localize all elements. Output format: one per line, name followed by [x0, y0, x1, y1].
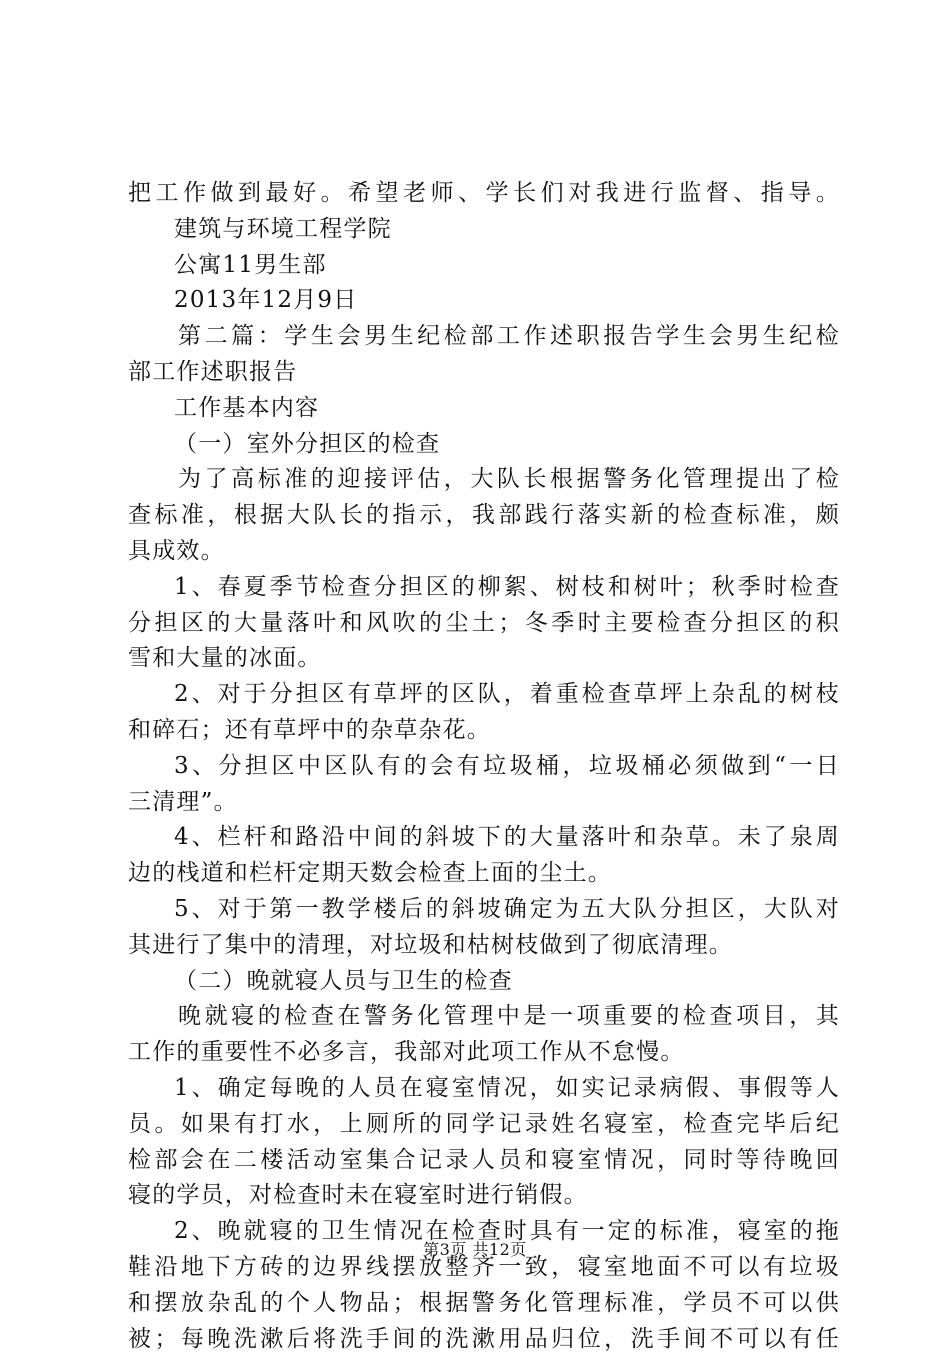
text-line: 和摆放杂乱的个人物品；根据警务化管理标准，学员不可以供 — [128, 1286, 840, 1322]
subheading: 工作基本内容 — [128, 391, 840, 427]
text-line: 三清理”。 — [128, 785, 840, 821]
text-line: 具成效。 — [128, 534, 840, 570]
page-number-footer: 第3页 共12页 — [0, 1240, 950, 1260]
text-line: 分担区的大量落叶和风吹的尘土；冬季时主要检查分担区的积 — [128, 606, 840, 642]
text-line: 雪和大量的冰面。 — [128, 641, 840, 677]
text-line: 被；每晚洗漱后将洗手间的洗漱用品归位，洗手间不可以有任 — [128, 1322, 840, 1357]
text-line: 5、对于第一教学楼后的斜坡确定为五大队分担区，大队对 — [128, 892, 840, 928]
section-heading: 第二篇：学生会男生纪检部工作述职报告学生会男生纪检 — [128, 319, 840, 355]
text-line: 寝的学员，对检查时未在寝室时进行销假。 — [128, 1178, 840, 1214]
text-line: 1、确定每晚的人员在寝室情况，如实记录病假、事假等人 — [128, 1071, 840, 1107]
text-line: 3、分担区中区队有的会有垃圾桶，垃圾桶必须做到“一日 — [128, 749, 840, 785]
text-line: 2、晚就寝的卫生情况在检查时具有一定的标准，寝室的拖 — [128, 1214, 840, 1250]
text-line: 1、春夏季节检查分担区的柳絮、树枝和树叶；秋季时检查 — [128, 570, 840, 606]
text-line: 和碎石；还有草坪中的杂草杂花。 — [128, 713, 840, 749]
text-line: 晚就寝的检查在警务化管理中是一项重要的检查项目，其 — [128, 999, 840, 1035]
text-line: 鞋沿地下方砖的边界线摆放整齐一致，寝室地面不可以有垃圾 — [128, 1250, 840, 1286]
text-line: 4、栏杆和路沿中间的斜坡下的大量落叶和杂草。未了泉周 — [128, 820, 840, 856]
text-line: 边的栈道和栏杆定期天数会检查上面的尘土。 — [128, 856, 840, 892]
text-line: 公寓11男生部 — [128, 248, 840, 284]
document-body — [128, 176, 840, 1357]
text-line: 检部会在二楼活动室集合记录人员和寝室情况，同时等待晚回 — [128, 1143, 840, 1179]
text-line: 其进行了集中的清理，对垃圾和枯树枝做到了彻底清理。 — [128, 928, 840, 964]
text-line: 员。如果有打水，上厕所的同学记录姓名寝室，检查完毕后纪 — [128, 1107, 840, 1143]
subheading: （二）晚就寝人员与卫生的检查 — [128, 964, 840, 1000]
text-line: 查标准，根据大队长的指示，我部践行落实新的检查标准，颇 — [128, 498, 840, 534]
text-line: 建筑与环境工程学院 — [128, 212, 840, 248]
section-heading-cont: 部工作述职报告 — [128, 355, 840, 391]
text-line: 工作的重要性不必多言，我部对此项工作从不怠慢。 — [128, 1035, 840, 1071]
text-line: 2、对于分担区有草坪的区队，着重检查草坪上杂乱的树枝 — [128, 677, 840, 713]
text-line: 把工作做到最好。希望老师、学长们对我进行监督、指导。 — [128, 176, 840, 212]
subheading: （一）室外分担区的检查 — [128, 427, 840, 463]
text-line: 2013年12月9日 — [128, 283, 840, 319]
text-line: 为了高标准的迎接评估，大队长根据警务化管理提出了检 — [128, 462, 840, 498]
